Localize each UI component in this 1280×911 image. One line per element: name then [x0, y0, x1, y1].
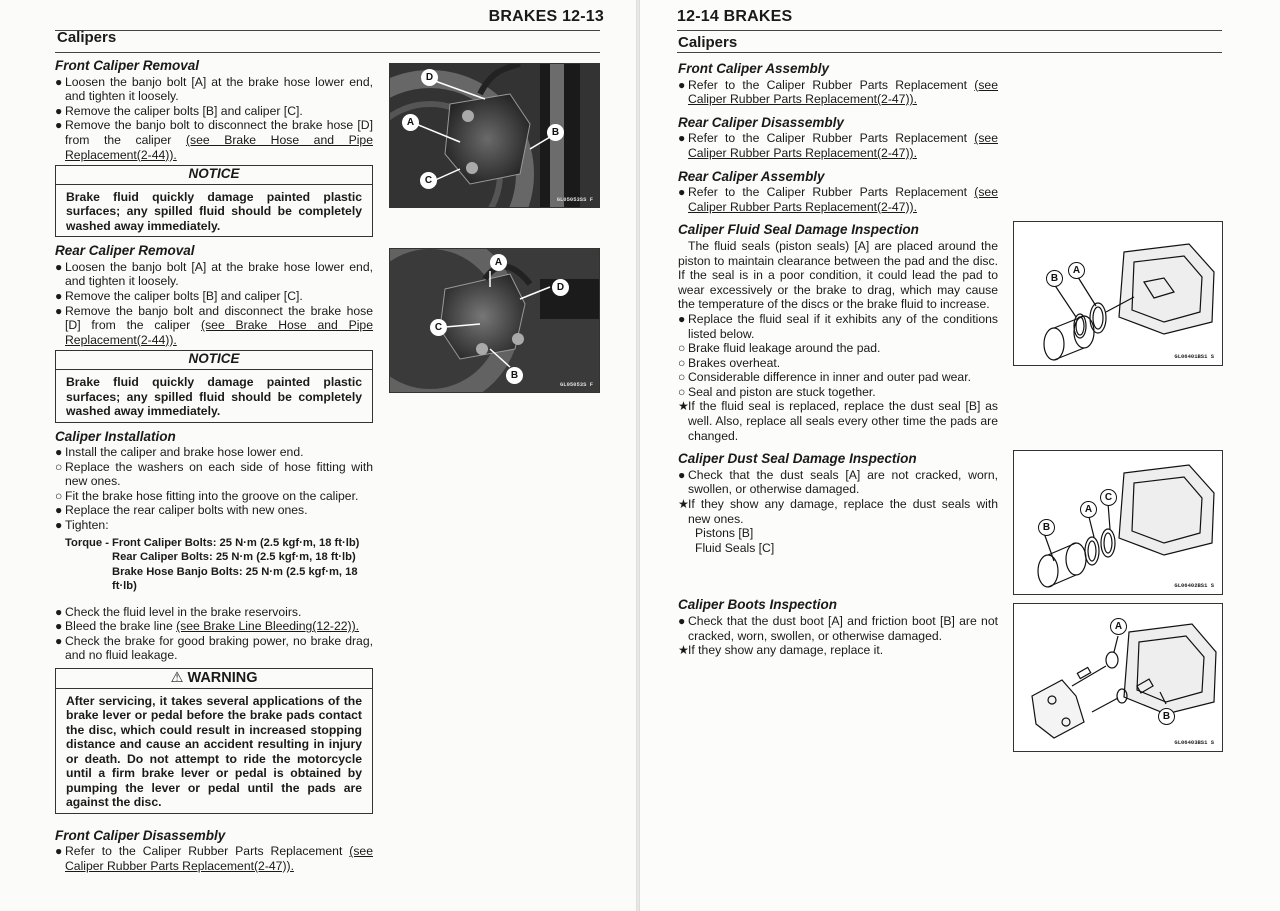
- figure-code: GL06401BS1 S: [1174, 353, 1214, 360]
- fluid-seal-intro: The fluid seals (piston seals) [A] are placed around the piston to maintain clearance between the pad and the disc. If the seal is in a poor condition, it could lead the pad to wear excessively or the brake to drag, which may cause the temperature of the discs or the brake fluid to increase.: [678, 238, 998, 312]
- list-item-text: Remove the banjo bolt to disconnect the brake hose [D] from the caliper (see Brake Hose and Pipe Replacement(2-44)).: [65, 118, 373, 162]
- list-item: [678, 468, 998, 497]
- bullet-icon: ●: [678, 131, 686, 146]
- running-head: 12-14 BRAKES: [677, 8, 793, 25]
- front-disassembly-heading: Front Caliper Disassembly: [55, 827, 226, 843]
- fluid-seal-illustration: [1014, 222, 1222, 365]
- list-item-text: Check that the dust seals [A] are not cracked, worn, swollen, or otherwise damaged.: [688, 467, 998, 497]
- dust-seal-list: [678, 468, 998, 526]
- warning-triangle-icon: ⚠: [170, 670, 184, 687]
- boots-list: [678, 614, 998, 658]
- list-item: [55, 289, 373, 304]
- list-item: [678, 399, 998, 443]
- bullet-icon: ●: [55, 619, 63, 634]
- list-item: [55, 75, 373, 104]
- list-item-text: If they show any damage, replace the dust seals with new ones.: [688, 497, 998, 526]
- front-assembly-list: [678, 78, 998, 107]
- left-page: [0, 0, 636, 911]
- part-item: Pistons [B]: [695, 526, 754, 541]
- open-circle-icon: ○: [55, 488, 63, 503]
- open-circle-icon: ○: [55, 459, 63, 474]
- list-item-text: Install the caliper and brake hose lower end.: [65, 445, 304, 460]
- list-item-text: Check the fluid level in the brake reservoirs.: [65, 604, 302, 619]
- list-item-text: Replace the washers on each side of hose fitting with new ones.: [65, 459, 373, 489]
- bullet-icon: ●: [678, 614, 686, 628]
- left-text-column: [55, 59, 373, 873]
- list-item: [678, 370, 998, 385]
- fluid-seal-heading: Caliper Fluid Seal Damage Inspection: [678, 222, 919, 238]
- list-item-text: Refer to the Caliper Rubber Parts Replacement (see Caliper Rubber Parts Replacement(2-47)).: [65, 844, 373, 873]
- figure-code: GL06402BS1 S: [1174, 582, 1214, 589]
- list-item: [55, 605, 373, 620]
- bullet-icon: ●: [55, 259, 63, 274]
- installation-list-2: [55, 605, 373, 663]
- callout-label: A: [1080, 501, 1097, 518]
- list-item-text: Refer to the Caliper Rubber Parts Replacement (see Caliper Rubber Parts Replacement(2-47)).: [688, 131, 998, 160]
- list-item: [678, 78, 998, 107]
- list-item-text: If they show any damage, replace it.: [688, 643, 884, 658]
- callout-label: C: [1100, 489, 1117, 506]
- bullet-icon: ●: [678, 311, 686, 326]
- callout-label: B: [1038, 519, 1055, 536]
- list-item-text: Fit the brake hose fitting into the groove on the caliper.: [65, 488, 359, 503]
- list-item: [678, 312, 998, 341]
- list-item: [55, 503, 373, 518]
- notice-box: [55, 165, 373, 237]
- warning-caption: [56, 669, 372, 689]
- list-item: [55, 619, 373, 634]
- list-item: [678, 497, 998, 526]
- bullet-icon: ●: [55, 118, 63, 133]
- open-circle-icon: ○: [678, 370, 686, 385]
- bullet-icon: ●: [55, 503, 63, 518]
- cross-reference-link[interactable]: (see Caliper Rubber Parts Replacement(2-47)).: [688, 131, 998, 160]
- right-page: [640, 0, 1280, 911]
- bullet-icon: ●: [55, 518, 63, 533]
- front-disassembly-list: [55, 844, 373, 873]
- section-title: Calipers: [57, 29, 117, 46]
- rear-removal-heading: Rear Caliper Removal: [55, 243, 195, 259]
- bullet-icon: ●: [678, 185, 686, 200]
- boots-heading: Caliper Boots Inspection: [678, 597, 838, 613]
- cross-reference-link[interactable]: (see Caliper Rubber Parts Replacement(2-47)).: [65, 844, 373, 873]
- running-head: BRAKES 12-13: [488, 8, 604, 25]
- list-item: [55, 489, 373, 504]
- notice-text: Brake fluid quickly damage painted plastic surfaces; any spilled fluid should be completely washed away immediately.: [66, 375, 362, 418]
- bullet-icon: ●: [55, 303, 63, 318]
- torque-label: Torque -: [65, 536, 109, 549]
- torque-spec: [55, 536, 373, 594]
- warning-caption-text: WARNING: [187, 670, 258, 687]
- right-text-column: [678, 62, 998, 658]
- list-item: [55, 844, 373, 873]
- star-icon: ★: [678, 643, 689, 658]
- cross-reference-link[interactable]: (see Brake Hose and Pipe Replacement(2-44)).: [65, 318, 373, 347]
- list-item-text: Loosen the banjo bolt [A] at the brake hose lower end, and tighten it loosely.: [65, 74, 373, 104]
- section-rule: [677, 52, 1222, 53]
- part-item: Fluid Seals [C]: [695, 540, 775, 555]
- dust-seal-diagram: [1013, 450, 1223, 595]
- front-assembly-heading: Front Caliper Assembly: [678, 61, 830, 76]
- callout-label: B: [1158, 708, 1175, 725]
- fluid-seal-list: [678, 312, 998, 443]
- list-item: [678, 385, 998, 400]
- callout-label: B: [547, 124, 564, 141]
- rear-disassembly-list: [678, 131, 998, 160]
- list-item-text: Brake fluid leakage around the pad.: [688, 341, 881, 356]
- figure-code: GL06403BS1 S: [1174, 739, 1214, 746]
- callout-label: A: [1068, 262, 1085, 279]
- list-item: [678, 643, 998, 658]
- list-item-text: Refer to the Caliper Rubber Parts Replacement (see Caliper Rubber Parts Replacement(2-47)).: [688, 77, 998, 107]
- header-rule: [55, 30, 600, 31]
- front-removal-heading: Front Caliper Removal: [55, 58, 200, 73]
- rear-assembly-list: [678, 185, 998, 214]
- warning-text: After servicing, it takes several applications of the brake lever or pedal before the brake pads contact the disc, which could result in increased stopping distance and cause an accident resulting in injury or death. Do not attempt to ride the motorcycle until a firm brake lever or pedal is obtained by pumping the lever or pedal until the pads are against the disc.: [66, 693, 362, 810]
- rear-caliper-photo: [389, 248, 600, 393]
- cross-reference-link[interactable]: (see Brake Hose and Pipe Replacement(2-44)).: [65, 132, 373, 162]
- bullet-icon: ●: [55, 445, 63, 460]
- open-circle-icon: ○: [678, 355, 686, 370]
- list-item: [55, 634, 373, 663]
- bullet-icon: ●: [55, 74, 63, 89]
- notice-text: Brake fluid quickly damage painted plastic surfaces; any spilled fluid should be completely washed away immediately.: [66, 189, 362, 233]
- list-item: [678, 614, 998, 643]
- cross-reference-link[interactable]: (see Caliper Rubber Parts Replacement(2-47)).: [688, 77, 998, 107]
- caliper-boots-diagram: [1013, 603, 1223, 752]
- installation-list: [55, 445, 373, 533]
- list-item-text: Refer to the Caliper Rubber Parts Replacement (see Caliper Rubber Parts Replacement(2-47)).: [688, 185, 998, 214]
- callout-label: A: [1110, 618, 1127, 635]
- header-rule: [677, 30, 1222, 31]
- section-title: Calipers: [678, 34, 738, 51]
- notice-box: [55, 350, 373, 422]
- torque-line: Rear Caliper Bolts: 25 N·m (2.5 kgf·m, 18 ft·lb): [112, 551, 356, 564]
- list-item: [678, 185, 998, 214]
- list-item-text: Remove the caliper bolts [B] and caliper [C].: [65, 103, 303, 118]
- cross-reference-link[interactable]: (see Brake Line Bleeding(12-22)).: [176, 619, 360, 634]
- list-item: [55, 304, 373, 348]
- open-circle-icon: ○: [678, 384, 686, 399]
- list-item: [55, 445, 373, 460]
- callout-label: D: [421, 69, 438, 86]
- list-item: [678, 131, 998, 160]
- list-item-text: Bleed the brake line (see Brake Line Bleeding(12-22)).: [65, 619, 360, 634]
- list-item-text: Brakes overheat.: [688, 355, 781, 370]
- cross-reference-link[interactable]: (see Caliper Rubber Parts Replacement(2-47)).: [688, 185, 998, 214]
- open-circle-icon: ○: [678, 341, 686, 356]
- star-icon: ★: [678, 399, 689, 414]
- list-item-text: Loosen the banjo bolt [A] at the brake hose lower end, and tighten it loosely.: [65, 259, 373, 289]
- list-item: [678, 341, 998, 356]
- section-rule: [55, 52, 600, 53]
- warning-box: [55, 668, 373, 814]
- bullet-icon: ●: [55, 844, 63, 859]
- bullet-icon: ●: [55, 289, 63, 304]
- callout-label: A: [402, 114, 419, 131]
- list-item-text: Remove the caliper bolts [B] and caliper [C].: [65, 289, 303, 304]
- notice-caption: NOTICE: [56, 351, 372, 370]
- callout-label: B: [1046, 270, 1063, 287]
- installation-heading: Caliper Installation: [55, 428, 176, 444]
- fluid-seal-diagram: [1013, 221, 1223, 366]
- list-item: [55, 118, 373, 162]
- list-item-text: Check the brake for good braking power, no brake drag, and no fluid leakage.: [65, 633, 373, 663]
- list-item-text: Remove the banjo bolt and disconnect the brake hose [D] from the caliper (see Brake Hose and Pipe Replacement(2-44)).: [65, 303, 373, 347]
- bullet-icon: ●: [55, 103, 63, 118]
- callout-label: D: [552, 279, 569, 296]
- list-item: [55, 518, 373, 533]
- front-removal-list: [55, 75, 373, 163]
- front-caliper-photo: [389, 63, 600, 208]
- callout-label: C: [420, 172, 437, 189]
- dust-seal-heading: Caliper Dust Seal Damage Inspection: [678, 451, 917, 467]
- bullet-icon: ●: [55, 633, 63, 648]
- figure-code: GL05053SS F: [556, 196, 593, 203]
- figure-code: GL05053S F: [559, 381, 593, 388]
- list-item-text: Replace the fluid seal if it exhibits any of the conditions listed below.: [688, 311, 998, 341]
- rear-disassembly-heading: Rear Caliper Disassembly: [678, 114, 844, 130]
- list-item-text: Considerable difference in inner and outer pad wear.: [688, 370, 971, 385]
- bullet-icon: ●: [55, 604, 63, 619]
- list-item-text: Replace the rear caliper bolts with new ones.: [65, 503, 308, 518]
- list-item-text: Check that the dust boot [A] and friction boot [B] are not cracked, worn, swollen, or otherwise damaged.: [688, 614, 998, 643]
- bullet-icon: ●: [678, 467, 686, 482]
- star-icon: ★: [678, 497, 689, 512]
- torque-line: Brake Hose Banjo Bolts: 25 N·m (2.5 kgf·m, 18 ft·lb): [112, 565, 358, 593]
- callout-label: B: [506, 367, 523, 384]
- rear-removal-list: [55, 260, 373, 348]
- list-item: [55, 104, 373, 119]
- bullet-icon: ●: [678, 77, 686, 92]
- torque-line: Front Caliper Bolts: 25 N·m (2.5 kgf·m, 18 ft·lb): [112, 536, 360, 549]
- notice-caption: NOTICE: [56, 166, 372, 185]
- list-item-text: If the fluid seal is replaced, replace the dust seal [B] as well. Also, replace all seals every other time the pads are changed.: [688, 399, 998, 443]
- list-item: [55, 460, 373, 489]
- list-item: [678, 356, 998, 371]
- dust-seal-parts: [678, 526, 998, 555]
- rear-assembly-heading: Rear Caliper Assembly: [678, 168, 825, 184]
- list-item: [55, 260, 373, 289]
- list-item-text: Seal and piston are stuck together.: [688, 384, 876, 399]
- list-item-text: Tighten:: [65, 518, 109, 533]
- callout-label: C: [430, 319, 447, 336]
- callout-label: A: [490, 254, 507, 271]
